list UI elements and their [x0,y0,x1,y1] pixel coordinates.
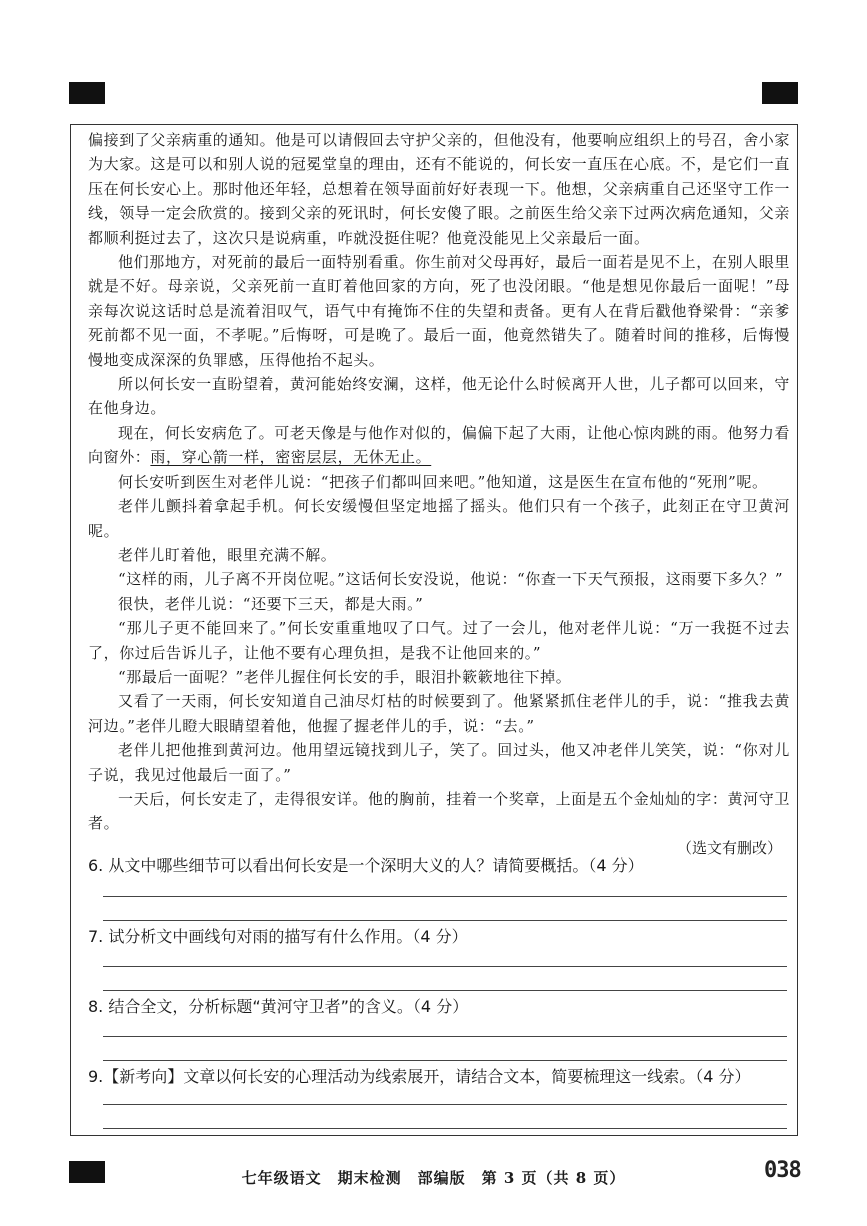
passage-paragraph: 偏接到了父亲病重的通知。他是可以请假回去守护父亲的，但他没有，他要响应组织上的号召，舍小家为大家。这是可以和别人说的冠冕堂皇的理由，还有不能说的，何长安一直压在心底。不，是它们一直压在何长安心上。那时他还年轻，总想着在领导面前好好表现一下。他想，父亲病重自己还坚守工作一线，领导一定会欣赏的。接到父亲的死讯时，何长安傻了眼。之前医生给父亲下过两次病危通知，父亲都顺利挺过去了，这次只是说病重，咋就没挺住呢？他竟没能见上父亲最后一面。 [88,131,791,247]
source-note: （选文有删改） [676,838,782,857]
passage-paragraph: 老伴儿把他推到黄河边。他用望远镜找到儿子，笑了。回过头，他又冲老伴儿笑笑，说：“你对儿子说，我见过他最后一面了。” [88,741,790,784]
underlined-sentence: 雨，穿心箭一样，密密层层，无休无止。 [150,448,432,467]
passage-paragraph: 他们那地方，对死前的最后一面特别看重。你生前对父母再好，最后一面若是见不上，在别人眼里就是不好。母亲说，父亲死前一直盯着他回家的方向，死了也没闭眼。“他是想见你最后一面呢！”母亲每次说这话时总是流着泪叹气，语气中有掩饰不住的失望和责备。更有人在背后戳他脊梁骨：“亲爹死前都不见一面，不孝呢。”后悔呀，可是晚了。最后一面，他竟然错失了。随着时间的推移，后悔慢慢地变成深深的负罪感，压得他抬不起头。 [88,253,790,369]
passage-paragraph [88,421,790,470]
passage-paragraph: 又看了一天雨，何长安知道自己油尽灯枯的时候要到了。他紧紧抓住老伴儿的手，说：“推我去黄河边。”老伴儿瞪大眼睛望着他，他握了握老伴儿的手，说：“去。” [88,692,790,735]
passage-paragraph: “那儿子更不能回来了。”何长安重重地叹了口气。过了一会儿，他对老伴儿说：“万一我挺不过去了，你过后告诉儿子，让他不要有心理负担，是我不让他回来的。” [88,619,790,662]
registration-mark-top-left [69,82,105,104]
answer-line[interactable] [103,1036,787,1037]
question-6: 6. 从文中哪些细节可以看出何长安是一个深明大义的人？请简要概括。（4 分） [88,856,644,875]
question-8: 8. 结合全文，分析标题“黄河守卫者”的含义。（4 分） [88,997,469,1016]
registration-mark-top-right [762,82,798,104]
answer-line[interactable] [103,1104,787,1105]
answer-line[interactable] [103,1128,787,1129]
passage-paragraph: 很快，老伴儿说：“还要下三天，都是大雨。” [118,594,424,613]
question-7: 7. 试分析文中画线句对雨的描写有什么作用。（4 分） [88,927,468,946]
page-footer: 七年级语文 期末检测 部编版 第 3 页（共 8 页） [241,1169,626,1187]
passage-paragraph: 老伴儿颤抖着拿起手机。何长安缓慢但坚定地摇了摇头。他们只有一个孩子，此刻正在守卫黄河呢。 [88,497,790,540]
passage-paragraph: 老伴儿盯着他，眼里充满不解。 [118,545,337,564]
question-9: 9.【新考向】文章以何长安的心理活动为线索展开，请结合文本，简要梳理这一线索。（4 分） [88,1067,751,1086]
answer-line[interactable] [103,966,787,967]
reading-passage [88,128,790,860]
answer-line[interactable] [103,1060,787,1061]
passage-paragraph: “这样的雨，儿子离不开岗位呢。”这话何长安没说，他说：“你查一下天气预报，这雨要下多久？” [118,570,784,589]
passage-paragraph: “那最后一面呢？”老伴儿握住何长安的手，眼泪扑簌簌地往下掉。 [118,667,572,686]
page-code: 038 [764,1158,801,1183]
passage-paragraph: 所以何长安一直盼望着，黄河能始终安澜，这样，他无论什么时候离开人世，儿子都可以回来，守在他身边。 [88,375,790,418]
answer-line[interactable] [103,920,787,921]
answer-line[interactable] [103,896,787,897]
passage-text: 现在，何长安病危了。可老天像是与他作对似的，偏偏下起了大雨，让他心惊肉跳的雨。他努力看向窗外： [88,423,790,467]
answer-line[interactable] [103,990,787,991]
passage-paragraph: 何长安听到医生对老伴儿说：“把孩子们都叫回来吧。”他知道，这是医生在宣布他的“死刑”呢。 [118,472,768,491]
passage-paragraph: 一天后，何长安走了，走得很安详。他的胸前，挂着一个奖章，上面是五个金灿灿的字：黄河守卫者。 [88,789,790,833]
